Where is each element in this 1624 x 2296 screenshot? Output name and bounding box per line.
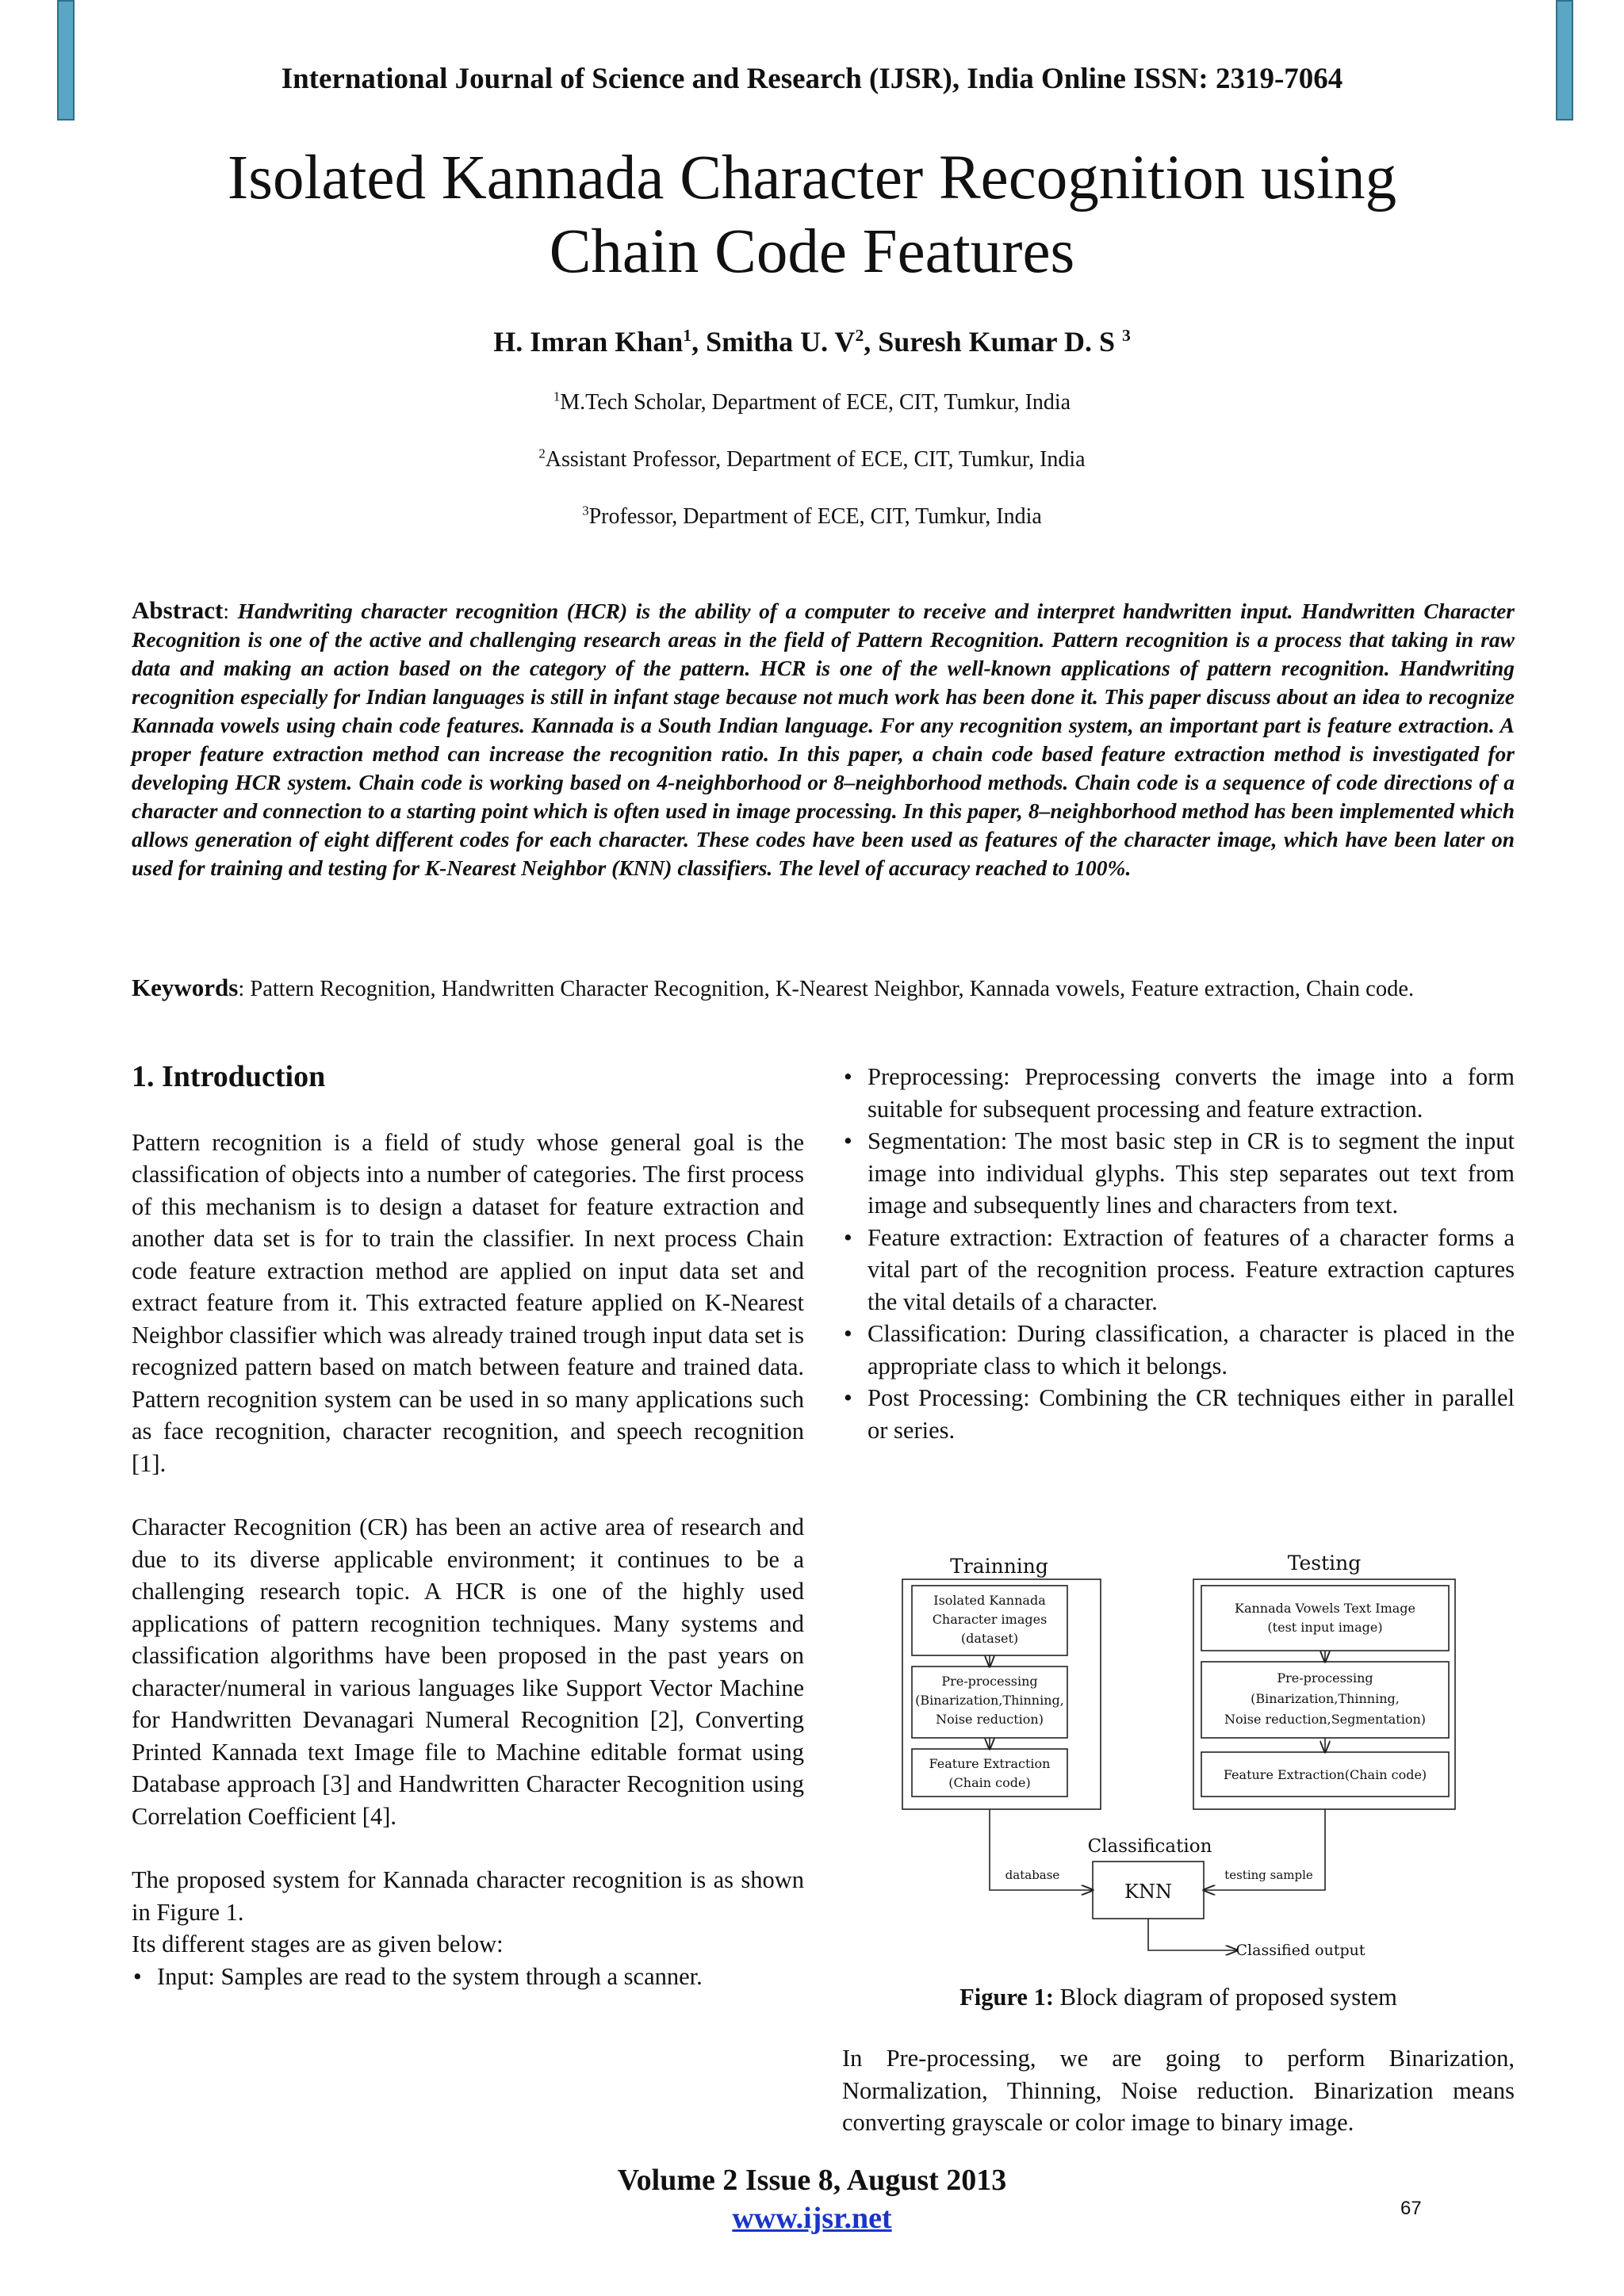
train-box2-line: Pre-processing [941,1674,1038,1689]
block-diagram-svg [888,1546,1475,1974]
author-name: H. Imran Khan [493,326,684,358]
affiliation-3 [0,504,1624,530]
test-box3-line: Feature Extraction(Chain code) [1223,1767,1427,1782]
paper-title [0,141,1624,289]
figure-caption [842,1984,1515,2011]
footer-url-link[interactable]: www.ijsr.net [732,2202,892,2235]
list-item [132,1961,804,1993]
author-sup: 1 [683,326,692,345]
affiliation-1 [0,390,1624,415]
keywords-text: Pattern Recognition, Handwritten Character Recognition, K-Nearest Neighbor, Kannada vowels, Feature extraction, Chain code. [250,977,1415,1001]
list-item [842,1061,1515,1125]
left-column [132,1061,804,1992]
section-heading-introduction: 1. Introduction [132,1060,326,1093]
caption-label: Figure 1: [959,1984,1054,2011]
affiliation-sup: 1 [553,388,561,404]
knn-label: KNN [1124,1881,1172,1903]
page-number: 67 [1400,2198,1422,2219]
abstract-text: Handwriting character recognition (HCR) is the ability of a computer to receive and interpret handwritten input. Handwritten Character Recognition is one of the active and challenging research areas in the field of Pattern Recognition. Pattern recognition is a process that taking in raw data and making an action based on the category of the pattern. HCR is one of the well-known applications of pattern recognition. Handwriting recognition especially for Indian languages is still in infant stage because not much work has been done it. This paper discuss about an idea to recognize Kannada vowels using chain code features. Kannada is a South Indian language. For any recognition system, an important part is feature extraction. A proper feature extraction method can increase the recognition ratio. In this paper, a chain code based feature extraction method is investigated for developing HCR system. Chain code is working based on 4-neighborhood or 8–neighborhood methods. Chain code is a sequence of code directions of a character and connection to a starting point which is often used in image processing. In this paper, 8–neighborhood method has been implemented which allows generation of eight different codes for each character. These codes have been used as features of the character image, which have been later on used for training and testing for K-Nearest Neighbor (KNN) classifiers. The level of accuracy reached to 100%. [132,599,1515,880]
bullet-icon: • [844,1223,852,1251]
classified-output-label: Classified output [1235,1942,1365,1959]
list-item [842,1318,1515,1382]
bullet-icon: • [844,1127,852,1154]
author-list [0,325,1624,358]
bullet-icon: • [844,1384,852,1411]
author-separator: , [691,326,707,358]
list-item-text: Input: Samples are read to the system through a scanner. [157,1962,703,1990]
right-header-bar [1556,0,1573,121]
intro-paragraph-3b: Its different stages are as given below: [132,1931,504,1957]
train-box3-line: Feature Extraction [929,1756,1051,1771]
keywords [132,972,1515,1005]
keywords-label: Keywords [132,974,239,1001]
train-box2-line: Noise reduction) [936,1712,1044,1727]
list-item-text: Preprocessing: Preprocessing converts the image into a form suitable for subsequent processing and feature extraction. [868,1063,1515,1123]
training-title: Trainning [950,1555,1048,1578]
testing-sample-label: testing sample [1224,1868,1313,1882]
title-line-1: Isolated Kannada Character Recognition using [227,144,1397,212]
list-item-text: Post Processing: Combining the CR techniques either in parallel or series. [868,1384,1515,1444]
bullet-icon: • [844,1063,852,1090]
affiliation-text: Professor, Department of ECE, CIT, Tumkur, India [588,504,1042,529]
train-box1-line: Character images [932,1612,1048,1627]
bullet-icon: • [133,1962,142,1990]
list-item-text: Classification: During classification, a character is placed in the appropriate class to which it belongs. [868,1320,1515,1380]
test-box2-line: Noise reduction,Segmentation) [1224,1712,1427,1727]
author-sup: 2 [855,326,864,345]
affiliation-sup: 3 [582,503,589,519]
abstract [132,596,1515,882]
abstract-label: Abstract [132,596,224,624]
intro-paragraph-1: Pattern recognition is a field of study whose general goal is the classification of objects into a number of categories. The first process of this mechanism is to design a dataset for feature extraction and another data set is for to train the classifier. In next process Chain code feature extraction method are applied on input data set and extract feature from it. This extracted feature applied on K-Nearest Neighbor classifier which was already trained trough input data set is recognized pattern based on match between feature and trained data. Pattern recognition system can be used in so many applications such as face recognition, character recognition, and speech recognition [1]. [132,1128,804,1477]
list-item [842,1382,1515,1446]
test-box1-line: Kannada Vowels Text Image [1235,1601,1415,1616]
train-box1-line: (dataset) [960,1631,1019,1646]
left-header-bar [57,0,75,121]
stage-list-right [842,1061,1515,1446]
list-item-text: Feature extraction: Extraction of features of a character forms a vital part of the recognition process. Feature extraction captures the vital details of a character. [868,1223,1515,1315]
affiliation-2 [0,447,1624,473]
test-box1-line: (test input image) [1267,1620,1383,1635]
caption-text: Block diagram of proposed system [1054,1984,1397,2011]
figure-1-block-diagram [888,1546,1475,1974]
intro-paragraph-3a: The proposed system for Kannada character recognition is as shown in Figure 1. [132,1866,804,1926]
list-item [842,1222,1515,1318]
test-box2-line: Pre-processing [1277,1670,1373,1686]
database-label: database [1005,1868,1060,1882]
train-box1-line: Isolated Kannada [933,1593,1046,1608]
footer-volume: Volume 2 Issue 8, August 2013 [617,2164,1007,2197]
author-sup: 3 [1121,326,1131,345]
test-box2-line: (Binarization,Thinning, [1251,1691,1400,1706]
train-box2-line: (Binarization,Thinning, [915,1693,1064,1708]
author-name: Suresh Kumar D. S [878,326,1115,358]
abstract-colon: : [223,599,238,623]
affiliation-sup: 2 [538,446,546,461]
affiliation-text: Assistant Professor, Department of ECE, CIT, Tumkur, India [545,447,1086,472]
train-box3-line: (Chain code) [948,1775,1031,1790]
journal-header: International Journal of Science and Research (IJSR), India Online ISSN: 2319-7064 [281,63,1343,95]
author-name: Smitha U. V [706,326,856,358]
title-line-2: Chain Code Features [549,217,1075,286]
affiliation-text: M.Tech Scholar, Department of ECE, CIT, Tumkur, India [560,390,1071,415]
testing-title: Testing [1287,1552,1362,1575]
keywords-colon: : [238,977,251,1001]
classification-label: Classification [1087,1836,1212,1857]
intro-paragraph-2: Character Recognition (CR) has been an active area of research and due to its diverse applicable environment; it continues to be a challenging research topic. A HCR is one of the highly used applications of pattern recognition techniques. Many systems and classification algorithms have been proposed in the past years on character/numeral in various languages like Support Vector Machine for Handwritten Devanagari Numeral Recognition [2], Converting Printed Kannada text Image file to Machine editable format using Database approach [3] and Handwritten Character Recognition using Correlation Coefficient [4]. [132,1513,804,1830]
bullet-icon: • [844,1320,852,1347]
list-item [842,1125,1515,1222]
right-column [842,1061,1515,1446]
stage-list-left [132,1961,804,1993]
list-item-text: Segmentation: The most basic step in CR is to segment the input image into individual glyphs. This step separates out text from image and subsequently lines and characters from text. [868,1127,1515,1219]
test-box-input [1201,1586,1449,1651]
author-separator: , [864,326,879,358]
preprocessing-paragraph: In Pre-processing, we are going to perform Binarization, Normalization, Thinning, Noise reduction. Binarization means converting grayscale or color image to binary image. [842,2045,1515,2136]
